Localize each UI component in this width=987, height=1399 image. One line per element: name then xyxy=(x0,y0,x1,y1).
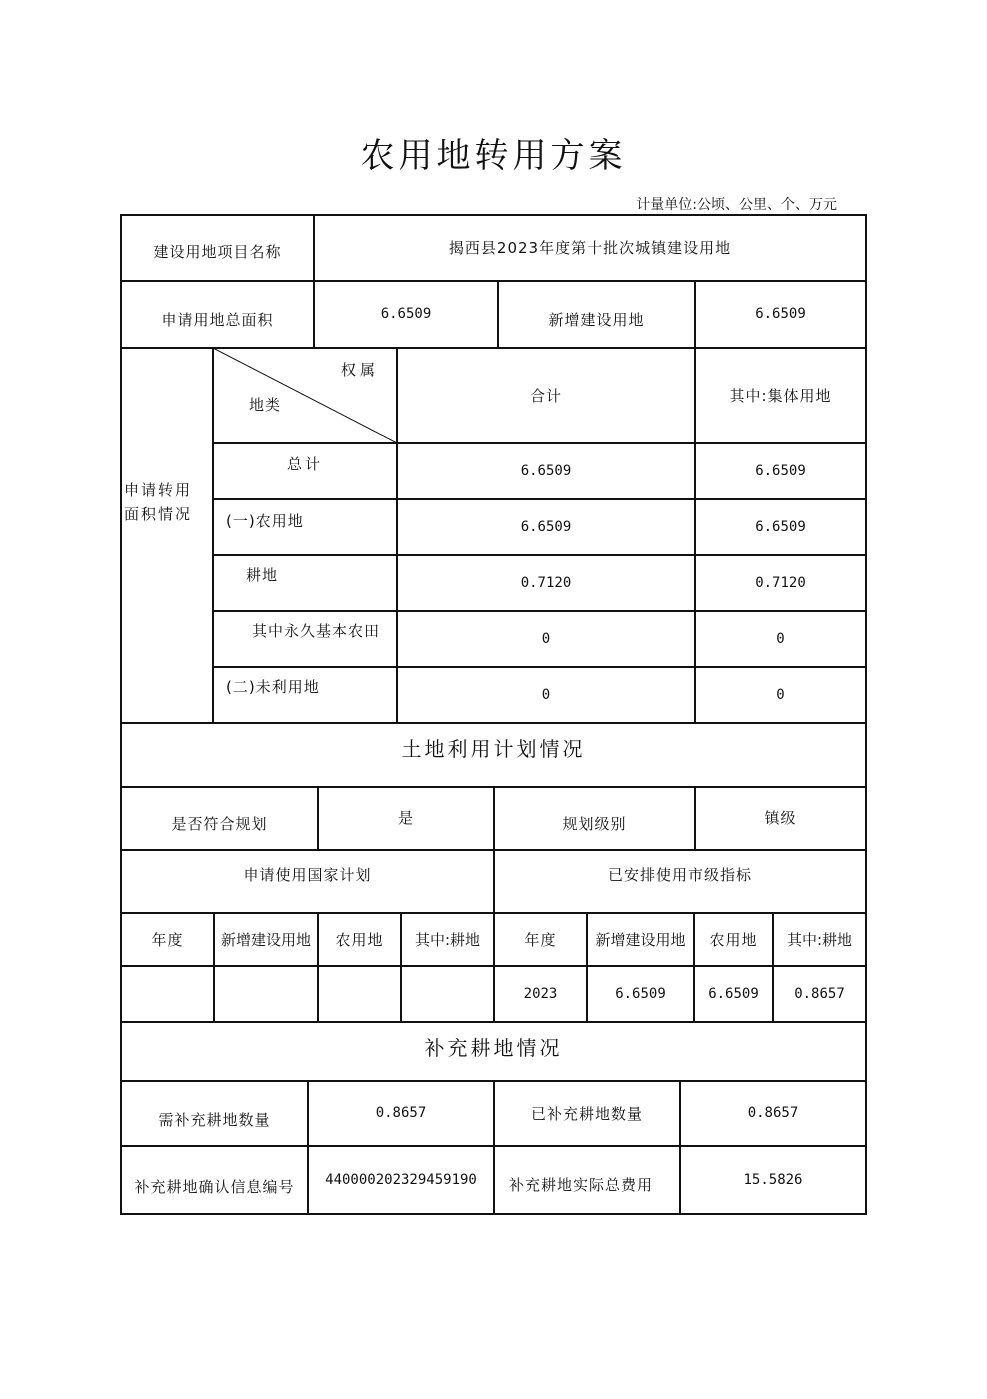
row-label-cultivated: 耕地 xyxy=(246,566,279,584)
row-total-collective: 6.6509 xyxy=(755,462,806,479)
row-label-basic-farmland: 其中永久基本农田 xyxy=(252,622,381,640)
value-new-construction-city: 6.6509 xyxy=(615,985,666,1002)
header-year-city: 年度 xyxy=(524,930,557,949)
value-cultivated-city: 0.8657 xyxy=(794,985,845,1002)
need-supplement-value: 0.8657 xyxy=(375,1105,427,1122)
conform-value: 是 xyxy=(397,809,414,827)
col-collective-header: 其中:集体用地 xyxy=(729,386,832,405)
row-basic-farmland-collective: 0 xyxy=(776,630,785,647)
done-supplement-label: 已补充耕地数量 xyxy=(530,1104,643,1123)
header-year-national: 年度 xyxy=(151,930,184,949)
row-unused-total: 0 xyxy=(541,686,551,703)
unit-note: 计量单位:公顷、公里、个、万元 xyxy=(636,197,837,213)
project-name-value: 揭西县2023年度第十批次城镇建设用地 xyxy=(448,239,732,257)
value-year-city: 2023 xyxy=(523,985,558,1002)
row-unused-collective: 0 xyxy=(776,686,785,703)
total-area-label: 申请用地总面积 xyxy=(161,310,274,329)
row-label-farmland: (一)农用地 xyxy=(226,512,304,530)
header-cultivated-city: 其中:耕地 xyxy=(786,930,853,949)
row-total-total: 6.6509 xyxy=(520,462,572,479)
plan-section-title: 土地利用计划情况 xyxy=(401,737,586,761)
need-supplement-label: 需补充耕地数量 xyxy=(158,1110,271,1129)
page-title: 农用地转用方案 xyxy=(360,136,627,176)
header-farmland-city: 农用地 xyxy=(709,930,758,949)
done-supplement-value: 0.8657 xyxy=(747,1105,799,1122)
conversion-section-label: 申请转用面积情况 xyxy=(124,481,193,523)
diag-landtype-label: 地类 xyxy=(248,396,281,414)
header-new-construction-national: 新增建设用地 xyxy=(220,930,311,949)
new-construction-label: 新增建设用地 xyxy=(548,310,645,329)
value-new-construction-national xyxy=(215,967,317,1021)
row-cultivated-collective: 0.7120 xyxy=(755,574,806,591)
confirm-code-value: 440000202329459190 xyxy=(325,1171,477,1188)
header-farmland-national: 农用地 xyxy=(335,930,384,949)
row-basic-farmland-total: 0 xyxy=(541,630,551,647)
total-area-value: 6.6509 xyxy=(380,306,432,323)
value-farmland-national xyxy=(319,967,400,1021)
new-construction-value: 6.6509 xyxy=(755,306,806,323)
actual-cost-label: 补充耕地实际总费用 xyxy=(508,1176,653,1194)
row-label-unused: (二)未利用地 xyxy=(226,678,320,696)
header-new-construction-city: 新增建设用地 xyxy=(595,930,686,949)
actual-cost-value: 15.5826 xyxy=(743,1171,803,1188)
value-year-national xyxy=(122,967,213,1021)
supplement-section-title: 补充耕地情况 xyxy=(424,1036,563,1060)
row-cultivated-total: 0.7120 xyxy=(520,574,572,591)
city-quota-label: 已安排使用市级指标 xyxy=(607,866,752,884)
level-label: 规划级别 xyxy=(562,815,627,833)
row-farmland-collective: 6.6509 xyxy=(755,518,806,535)
diag-ownership-label: 权属 xyxy=(340,361,379,379)
level-value: 镇级 xyxy=(764,809,797,827)
col-total-header: 合计 xyxy=(529,386,562,405)
national-plan-label: 申请使用国家计划 xyxy=(243,866,372,884)
header-cultivated-national: 其中:耕地 xyxy=(414,930,481,949)
conform-label: 是否符合规划 xyxy=(171,815,268,833)
project-name-label: 建设用地项目名称 xyxy=(153,243,282,261)
row-label-total: 总计 xyxy=(286,455,323,473)
row-farmland-total: 6.6509 xyxy=(520,518,572,535)
value-farmland-city: 6.6509 xyxy=(708,985,759,1002)
confirm-code-label: 补充耕地确认信息编号 xyxy=(134,1178,295,1196)
value-cultivated-national xyxy=(402,967,493,1021)
table-border-right xyxy=(865,214,867,1215)
